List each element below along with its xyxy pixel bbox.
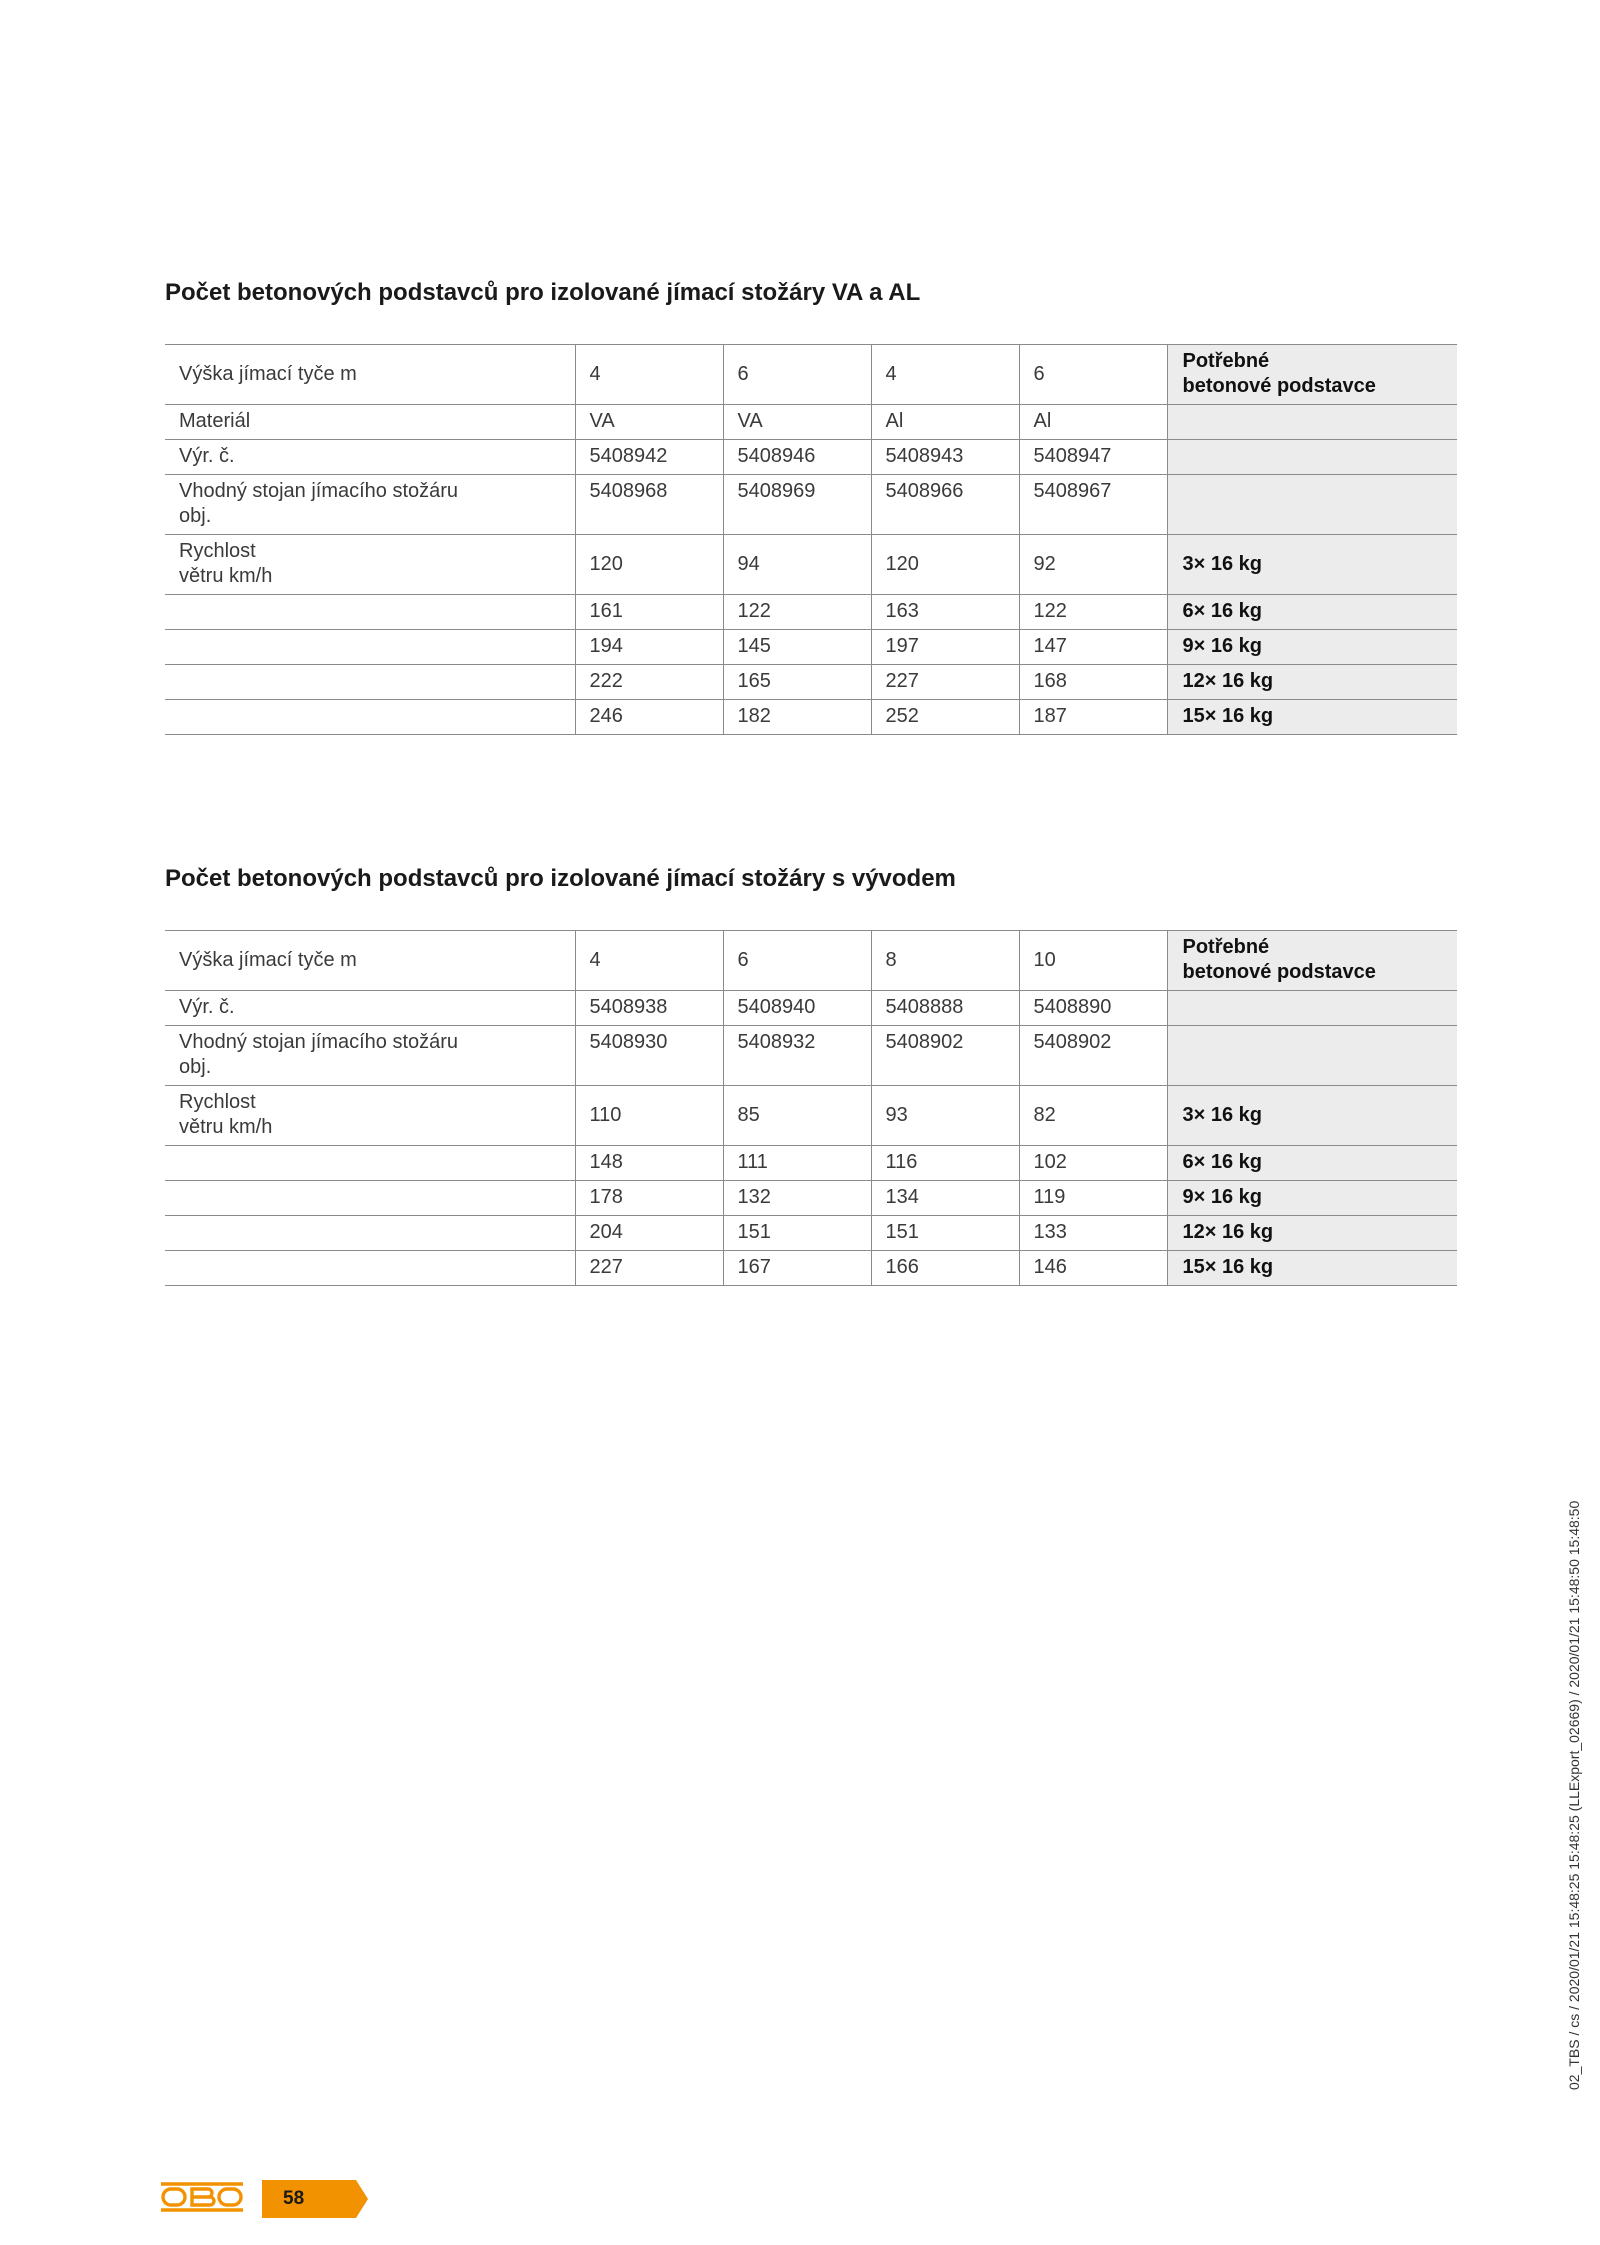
- cell: 120: [871, 535, 1019, 595]
- required-bases: 15× 16 kg: [1167, 1251, 1457, 1286]
- cell: 5408946: [723, 440, 871, 475]
- table-row: [165, 535, 1457, 595]
- cell: 92: [1019, 535, 1167, 595]
- cell: 85: [723, 1086, 871, 1146]
- cell: 246: [575, 700, 723, 735]
- table-row: [165, 630, 1457, 665]
- cell: 148: [575, 1146, 723, 1181]
- cell: 252: [871, 700, 1019, 735]
- cell: 187: [1019, 700, 1167, 735]
- required-bases: [1167, 475, 1457, 535]
- required-bases: [1167, 1026, 1457, 1086]
- cell: 4: [575, 345, 723, 405]
- row-label: [165, 665, 575, 700]
- cell: 4: [871, 345, 1019, 405]
- label-line: Rychlost: [179, 540, 256, 562]
- row-label: [165, 1086, 575, 1146]
- cell: 167: [723, 1251, 871, 1286]
- row-label: [165, 595, 575, 630]
- cell: VA: [575, 405, 723, 440]
- row-label: [165, 1181, 575, 1216]
- cell: 122: [1019, 595, 1167, 630]
- header-line: Potřebné: [1182, 936, 1270, 958]
- label-line: obj.: [179, 1056, 212, 1078]
- cell: 227: [871, 665, 1019, 700]
- cell: VA: [723, 405, 871, 440]
- cell: 163: [871, 595, 1019, 630]
- required-bases: 15× 16 kg: [1167, 700, 1457, 735]
- cell: 111: [723, 1146, 871, 1181]
- cell: 145: [723, 630, 871, 665]
- cell: 5408947: [1019, 440, 1167, 475]
- required-bases: 9× 16 kg: [1167, 1181, 1457, 1216]
- table-row: [165, 1181, 1457, 1216]
- cell: 6: [1019, 345, 1167, 405]
- cell: 151: [871, 1216, 1019, 1251]
- cell: 134: [871, 1181, 1019, 1216]
- cell: 5408968: [575, 475, 723, 535]
- row-label: Výr. č.: [179, 445, 235, 467]
- data-table: [165, 344, 1457, 735]
- header-line: Potřebné: [1182, 350, 1270, 372]
- label-line: větru km/h: [179, 565, 273, 587]
- cell: 5408932: [723, 1026, 871, 1086]
- row-label: [165, 700, 575, 735]
- cell: 119: [1019, 1181, 1167, 1216]
- row-label: [165, 475, 575, 535]
- cell: 222: [575, 665, 723, 700]
- cell: 5408969: [723, 475, 871, 535]
- cell: 4: [575, 931, 723, 991]
- cell: 120: [575, 535, 723, 595]
- cell: 133: [1019, 1216, 1167, 1251]
- cell: 5408902: [1019, 1026, 1167, 1086]
- table-row: [165, 405, 1457, 440]
- page-number: 58: [283, 2188, 305, 2209]
- label-line: Rychlost: [179, 1091, 256, 1113]
- header-line: betonové podstavce: [1182, 375, 1376, 397]
- label-line: Vhodný stojan jímacího stožáru: [179, 480, 459, 502]
- table-row: [165, 595, 1457, 630]
- cell: 122: [723, 595, 871, 630]
- cell: 147: [1019, 630, 1167, 665]
- cell: 204: [575, 1216, 723, 1251]
- cell: 5408902: [871, 1026, 1019, 1086]
- cell: 6: [723, 931, 871, 991]
- cell: 182: [723, 700, 871, 735]
- row-label: [165, 535, 575, 595]
- cell: 5408943: [871, 440, 1019, 475]
- required-bases: 12× 16 kg: [1167, 665, 1457, 700]
- cell: 132: [723, 1181, 871, 1216]
- required-bases-header: [1167, 345, 1457, 405]
- cell: 110: [575, 1086, 723, 1146]
- cell: 5408966: [871, 475, 1019, 535]
- table-row: [165, 1026, 1457, 1086]
- required-bases: 6× 16 kg: [1167, 595, 1457, 630]
- row-label: [165, 1026, 575, 1086]
- cell: Al: [1019, 405, 1167, 440]
- table-row: [165, 700, 1457, 735]
- required-bases: 6× 16 kg: [1167, 1146, 1457, 1181]
- cell: 5408930: [575, 1026, 723, 1086]
- cell: 151: [723, 1216, 871, 1251]
- cell: 5408938: [575, 991, 723, 1026]
- cell: 168: [1019, 665, 1167, 700]
- row-label: Výška jímací tyče m: [179, 362, 357, 385]
- page-number-badge: [262, 2180, 368, 2218]
- table-row: [165, 665, 1457, 700]
- required-bases: [1167, 405, 1457, 440]
- cell: 5408890: [1019, 991, 1167, 1026]
- cell: 5408942: [575, 440, 723, 475]
- print-metadata-note: 02_TBS / cs / 2020/01/21 15:48:25 15:48:25 (LLExport_02669) / 2020/01/21 15:48:50 15:48:50: [1566, 1500, 1582, 2090]
- data-table: [165, 930, 1457, 1286]
- cell: 178: [575, 1181, 723, 1216]
- label-line: Vhodný stojan jímacího stožáru: [179, 1031, 459, 1053]
- row-label: Výška jímací tyče m: [179, 948, 357, 971]
- table-row: [165, 475, 1457, 535]
- cell: 197: [871, 630, 1019, 665]
- label-line: obj.: [179, 505, 212, 527]
- section-title: Počet betonových podstavců pro izolované jímací stožáry VA a AL: [165, 279, 921, 306]
- cell: 116: [871, 1146, 1019, 1181]
- table-section-1: [165, 278, 1457, 727]
- table-row: [165, 991, 1457, 1026]
- row-label: Výr. č.: [179, 996, 235, 1018]
- cell: 5408888: [871, 991, 1019, 1026]
- header-line: betonové podstavce: [1182, 961, 1376, 983]
- cell: 93: [871, 1086, 1019, 1146]
- cell: 227: [575, 1251, 723, 1286]
- required-bases: 9× 16 kg: [1167, 630, 1457, 665]
- required-bases: 12× 16 kg: [1167, 1216, 1457, 1251]
- cell: 5408940: [723, 991, 871, 1026]
- row-label: Materiál: [179, 410, 251, 432]
- cell: 5408967: [1019, 475, 1167, 535]
- table-header-row: [165, 345, 1457, 405]
- table-row: [165, 440, 1457, 475]
- cell: 161: [575, 595, 723, 630]
- table-section-2: [165, 864, 1457, 1278]
- row-label: [165, 1251, 575, 1286]
- cell: 8: [871, 931, 1019, 991]
- row-label: [165, 1146, 575, 1181]
- cell: 102: [1019, 1146, 1167, 1181]
- cell: 194: [575, 630, 723, 665]
- label-line: větru km/h: [179, 1116, 273, 1138]
- cell: Al: [871, 405, 1019, 440]
- required-bases-header: [1167, 931, 1457, 991]
- cell: 166: [871, 1251, 1019, 1286]
- table-header-row: [165, 931, 1457, 991]
- table-row: [165, 1216, 1457, 1251]
- table-row: [165, 1146, 1457, 1181]
- table-row: [165, 1086, 1457, 1146]
- required-bases: 3× 16 kg: [1167, 535, 1457, 595]
- obo-logo: [160, 2182, 244, 2212]
- required-bases: 3× 16 kg: [1167, 1086, 1457, 1146]
- cell: 10: [1019, 931, 1167, 991]
- cell: 146: [1019, 1251, 1167, 1286]
- row-label: [165, 630, 575, 665]
- row-label: [165, 1216, 575, 1251]
- required-bases: [1167, 991, 1457, 1026]
- cell: 165: [723, 665, 871, 700]
- required-bases: [1167, 440, 1457, 475]
- cell: 6: [723, 345, 871, 405]
- section-title: Počet betonových podstavců pro izolované jímací stožáry s vývodem: [165, 865, 956, 892]
- cell: 82: [1019, 1086, 1167, 1146]
- table-row: [165, 1251, 1457, 1286]
- cell: 94: [723, 535, 871, 595]
